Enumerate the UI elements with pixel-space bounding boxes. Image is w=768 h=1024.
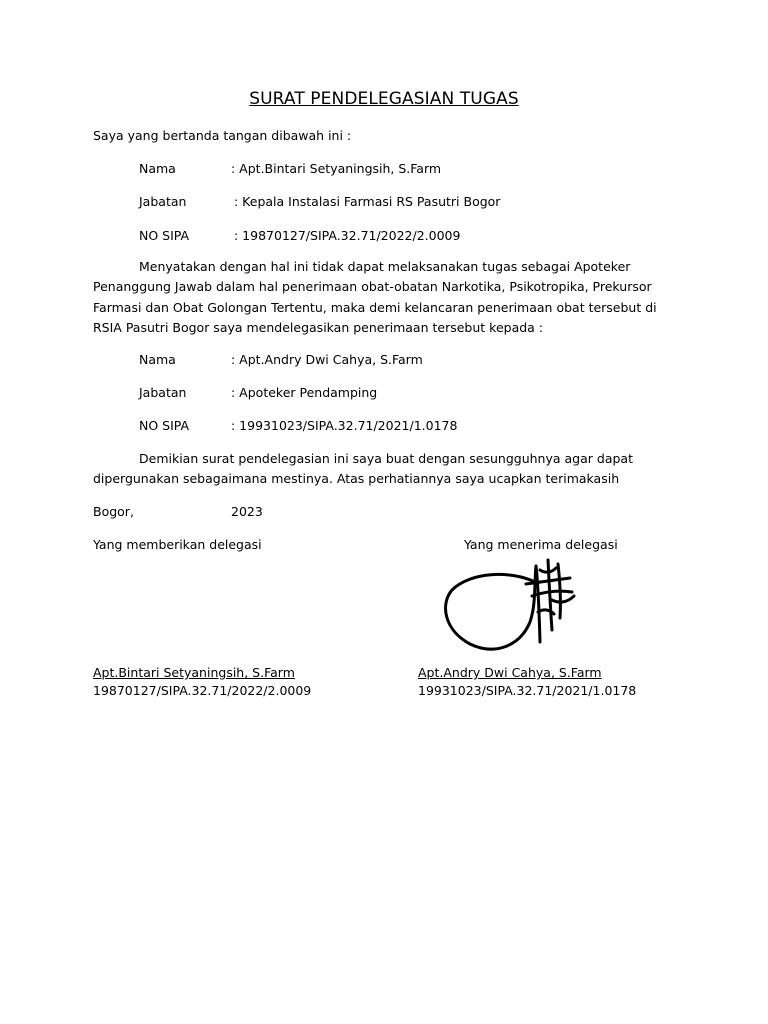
delegator-nama-value: : Apt.Bintari Setyaningsih, S.Farm bbox=[231, 161, 442, 176]
delegator-jabatan-label: Jabatan bbox=[139, 194, 187, 209]
receiver-sipa: 19931023/SIPA.32.71/2021/1.0178 bbox=[418, 683, 637, 698]
delegate-jabatan-value: : Apoteker Pendamping bbox=[231, 385, 378, 400]
receiver-name: Apt.Andry Dwi Cahya, S.Farm bbox=[418, 665, 602, 680]
document-title: SURAT PENDELEGASIAN TUGAS bbox=[249, 89, 519, 109]
receiver-heading: Yang menerima delegasi bbox=[464, 537, 618, 552]
statement-line-2: Penanggung Jawab dalam hal penerimaan obat-obatan Narkotika, Psikotropika, Prekursor bbox=[93, 279, 652, 294]
year-text: 2023 bbox=[231, 504, 263, 519]
delegator-jabatan-value: : Kepala Instalasi Farmasi RS Pasutri Bogor bbox=[234, 194, 501, 209]
statement-line-4: RSIA Pasutri Bogor saya mendelegasikan penerimaan tersebut kepada : bbox=[93, 320, 544, 335]
delegator-nama-label: Nama bbox=[139, 161, 176, 176]
delegate-jabatan-label: Jabatan bbox=[139, 385, 187, 400]
intro-text: Saya yang bertanda tangan dibawah ini : bbox=[93, 128, 352, 143]
delegate-sipa-value: : 19931023/SIPA.32.71/2021/1.0178 bbox=[231, 418, 458, 433]
delegate-sipa-label: NO SIPA bbox=[139, 418, 190, 433]
giver-name: Apt.Bintari Setyaningsih, S.Farm bbox=[93, 665, 295, 680]
delegator-sipa-label: NO SIPA bbox=[139, 228, 190, 243]
giver-sipa: 19870127/SIPA.32.71/2022/2.0009 bbox=[93, 683, 312, 698]
place-text: Bogor, bbox=[93, 504, 134, 519]
statement-line-1: Menyatakan dengan hal ini tidak dapat melaksanakan tugas sebagai Apoteker bbox=[139, 259, 631, 274]
delegate-nama-value: : Apt.Andry Dwi Cahya, S.Farm bbox=[231, 352, 423, 367]
giver-heading: Yang memberikan delegasi bbox=[93, 537, 262, 552]
statement-line-3: Farmasi dan Obat Golongan Tertentu, maka demi kelancaran penerimaan obat tersebut di bbox=[93, 300, 657, 315]
delegate-nama-label: Nama bbox=[139, 352, 176, 367]
signature-image bbox=[440, 552, 580, 657]
closing-line-2: dipergunakan sebagaimana mestinya. Atas perhatiannya saya ucapkan terimakasih bbox=[93, 471, 620, 486]
closing-line-1: Demikian surat pendelegasian ini saya buat dengan sesungguhnya agar dapat bbox=[139, 451, 633, 466]
delegator-sipa-value: : 19870127/SIPA.32.71/2022/2.0009 bbox=[234, 228, 461, 243]
